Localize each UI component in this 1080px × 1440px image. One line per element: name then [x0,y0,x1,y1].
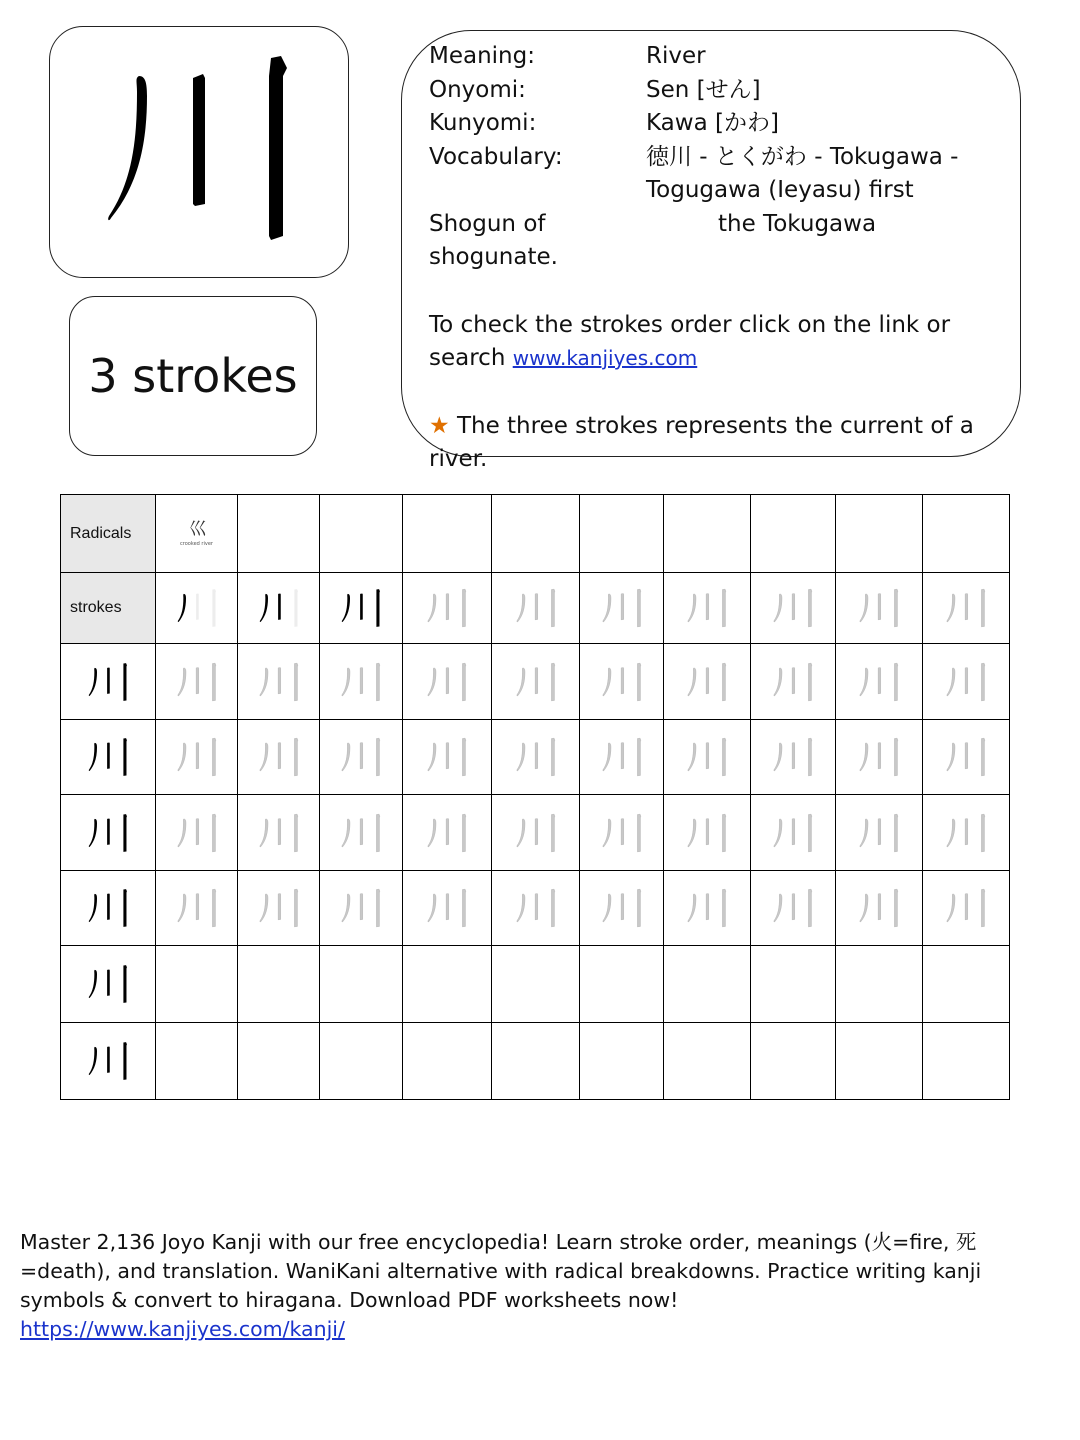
kanji-practice-glyph [685,660,729,704]
kanji-practice-glyph [339,660,383,704]
trace-cell [751,644,836,720]
meaning-label: Meaning: [429,43,535,69]
grid-row [61,1023,1010,1100]
kanji-practice-glyph [771,660,815,704]
trace-cell [492,720,580,795]
practice-cell[interactable] [580,946,664,1023]
trace-cell [836,720,923,795]
kanji-practice-glyph [175,660,219,704]
onyomi-value: Sen [せん] [646,76,761,103]
kanji-practice-glyph [86,886,130,930]
kanji-practice-glyph [339,886,383,930]
onyomi-row [429,74,989,108]
kanji-practice-glyph [857,660,901,704]
kanji-practice-glyph [339,735,383,779]
kanji-practice-glyph [425,586,469,630]
vocabulary-continued: Togugawa (Ieyasu) first [646,177,914,203]
trace-cell [580,871,664,946]
trace-cell [664,795,751,871]
trace-cell [320,871,403,946]
trace-cell [836,573,923,644]
radical-caption: crooked river [180,540,213,547]
trace-cell [836,871,923,946]
trace-cell [923,644,1010,720]
star-icon: ★ [429,412,450,439]
footer-link[interactable]: https://www.kanjiyes.com/kanji/ [20,1317,345,1341]
kanji-practice-glyph [257,586,301,630]
kanji-practice-glyph [600,660,644,704]
kanji-practice-glyph [514,660,558,704]
kanji-practice-glyph [685,586,729,630]
kanji-practice-glyph [339,811,383,855]
vocabulary-label: Vocabulary: [429,143,563,170]
practice-cell[interactable] [923,946,1010,1023]
meaning-value: River [646,43,706,69]
kunyomi-row [429,107,989,141]
kanji-practice-glyph [685,886,729,930]
empty-cell [320,495,403,573]
practice-cell[interactable] [836,1023,923,1100]
model-cell [61,795,156,871]
trace-cell [238,795,320,871]
trace-cell [664,644,751,720]
trace-cell [751,871,836,946]
footer-text-line-3: symbols & convert to hiragana. Download PDF worksheets now! [20,1288,679,1312]
kanji-practice-glyph [425,886,469,930]
kanji-practice-glyph [425,660,469,704]
kanji-practice-glyph [514,586,558,630]
practice-cell[interactable] [320,1023,403,1100]
model-cell [61,644,156,720]
kanji-practice-glyph [425,811,469,855]
vocabulary-row [429,141,989,175]
kanji-practice-glyph [600,811,644,855]
practice-cell[interactable] [751,946,836,1023]
empty-cell [664,495,751,573]
kanji-practice-glyph [257,811,301,855]
kunyomi-label: Kunyomi: [429,110,537,136]
grid-row [61,946,1010,1023]
kanji-practice-glyph [771,735,815,779]
vocabulary-shogun: Shogun of [429,210,546,237]
kanji-practice-glyph [771,811,815,855]
practice-cell[interactable] [836,946,923,1023]
trace-cell [580,644,664,720]
search-line [429,342,989,376]
kunyomi-value: Kawa [かわ] [646,110,779,136]
model-cell [61,1023,156,1100]
trace-cell [580,795,664,871]
stroke-count: 3 strokes [69,296,317,456]
empty-cell [492,495,580,573]
kanji-practice-glyph [944,586,988,630]
trace-cell [403,573,492,644]
trace-cell [580,573,664,644]
practice-cell[interactable] [751,1023,836,1100]
trace-cell [664,720,751,795]
practice-cell[interactable] [156,946,238,1023]
kanji-practice-glyph [86,1039,130,1083]
note-line [429,410,989,444]
kanji-practice-glyph [857,811,901,855]
kanji-practice-glyph [339,586,383,630]
practice-cell[interactable] [403,946,492,1023]
note-text: The three strokes represents the current of a [456,412,974,439]
radicals-label: Radicals [61,495,156,573]
grid-row [61,795,1010,871]
trace-cell [664,871,751,946]
stroke-order-cell [238,573,320,644]
trace-cell [156,795,238,871]
kanji-practice-glyph [600,586,644,630]
trace-cell [403,720,492,795]
kanji-practice-glyph [857,586,901,630]
stroke-order-cell [320,573,403,644]
radical-cell [156,495,238,573]
vocabulary-line-3 [429,208,989,242]
grid-row [61,644,1010,720]
model-cell [61,720,156,795]
trace-cell [751,720,836,795]
practice-cell[interactable] [664,946,751,1023]
kanji-practice-glyph [86,962,130,1006]
spacer [429,275,989,309]
kanji-practice-glyph [600,886,644,930]
kanji-practice-glyph [857,886,901,930]
kanji-practice-glyph [86,811,130,855]
spacer [429,376,989,410]
practice-cell[interactable] [580,1023,664,1100]
trace-cell [923,720,1010,795]
trace-cell [320,644,403,720]
trace-cell [751,795,836,871]
grid-row [61,495,1010,573]
vocabulary-line-4: shogunate. [429,244,558,270]
practice-cell[interactable] [156,1023,238,1100]
kanji-practice-glyph [86,660,130,704]
kanji-practice-glyph [425,735,469,779]
onyomi-label: Onyomi: [429,76,526,103]
kanjiyes-link[interactable]: www.kanjiyes.com [512,346,698,370]
check-strokes-text: To check the strokes order click on the link or [429,311,951,338]
vocabulary-tokugawa: the Tokugawa [718,210,877,237]
trace-cell [923,795,1010,871]
trace-cell [492,573,580,644]
vocabulary-value: 徳川 - とくがわ - Tokugawa - [646,143,959,170]
strokes-label: strokes [61,573,156,644]
trace-cell [492,795,580,871]
trace-cell [580,720,664,795]
footer-text-line-1: Master 2,136 Joyo Kanji with our free encyclopedia! Learn stroke order, meanings (火=fire, 死 [20,1230,977,1254]
kanji-practice-glyph [175,586,219,630]
trace-cell [664,573,751,644]
trace-cell [238,871,320,946]
practice-cell[interactable] [320,946,403,1023]
trace-cell [156,720,238,795]
empty-cell [923,495,1010,573]
kanji-practice-glyph [944,660,988,704]
kanji-glyph [99,52,299,252]
search-text: search [429,345,506,371]
info-content [429,40,989,477]
kanji-practice-glyph [175,735,219,779]
trace-cell [836,644,923,720]
kanji-practice-glyph [600,735,644,779]
empty-cell [751,495,836,573]
kanji-practice-glyph [514,811,558,855]
kanji-practice-glyph [771,886,815,930]
practice-cell[interactable] [492,1023,580,1100]
trace-cell [156,644,238,720]
kanji-practice-glyph [257,660,301,704]
trace-cell [403,795,492,871]
kanji-practice-glyph [944,811,988,855]
trace-cell [492,871,580,946]
empty-cell [403,495,492,573]
kanji-practice-glyph [685,735,729,779]
empty-cell [836,495,923,573]
kanji-practice-glyph [86,735,130,779]
practice-cell[interactable] [664,1023,751,1100]
trace-cell [238,644,320,720]
kanji-practice-glyph [514,735,558,779]
kanji-practice-glyph [944,735,988,779]
kanji-display [49,26,349,278]
stroke-order-cell [156,573,238,644]
kanji-practice-glyph [175,811,219,855]
practice-cell[interactable] [238,1023,320,1100]
practice-cell[interactable] [492,946,580,1023]
practice-cell[interactable] [403,1023,492,1100]
kanji-practice-glyph [175,886,219,930]
empty-cell [580,495,664,573]
meaning-row [429,40,989,74]
kanji-practice-glyph [944,886,988,930]
kanji-practice-glyph [514,886,558,930]
empty-cell [238,495,320,573]
footer [20,1228,1040,1344]
grid-row [61,573,1010,644]
trace-cell [238,720,320,795]
trace-cell [836,795,923,871]
grid-row [61,871,1010,946]
trace-cell [403,644,492,720]
model-cell [61,946,156,1023]
trace-cell [320,720,403,795]
grid-row [61,720,1010,795]
practice-cell[interactable] [923,1023,1010,1100]
model-cell [61,871,156,946]
trace-cell [751,573,836,644]
kanji-practice-glyph [257,886,301,930]
practice-cell[interactable] [238,946,320,1023]
kanji-practice-glyph [685,811,729,855]
trace-cell [923,573,1010,644]
trace-cell [320,795,403,871]
practice-grid [60,494,1010,1100]
kanji-practice-glyph [771,586,815,630]
trace-cell [156,871,238,946]
radical-glyph: 巛 [188,518,205,540]
note-continued: river. [429,446,488,472]
kanji-practice-glyph [257,735,301,779]
trace-cell [923,871,1010,946]
trace-cell [403,871,492,946]
kanji-practice-glyph [857,735,901,779]
trace-cell [492,644,580,720]
footer-text-line-2: =death), and translation. WaniKani alternative with radical breakdowns. Practice writing kanji [20,1259,982,1283]
